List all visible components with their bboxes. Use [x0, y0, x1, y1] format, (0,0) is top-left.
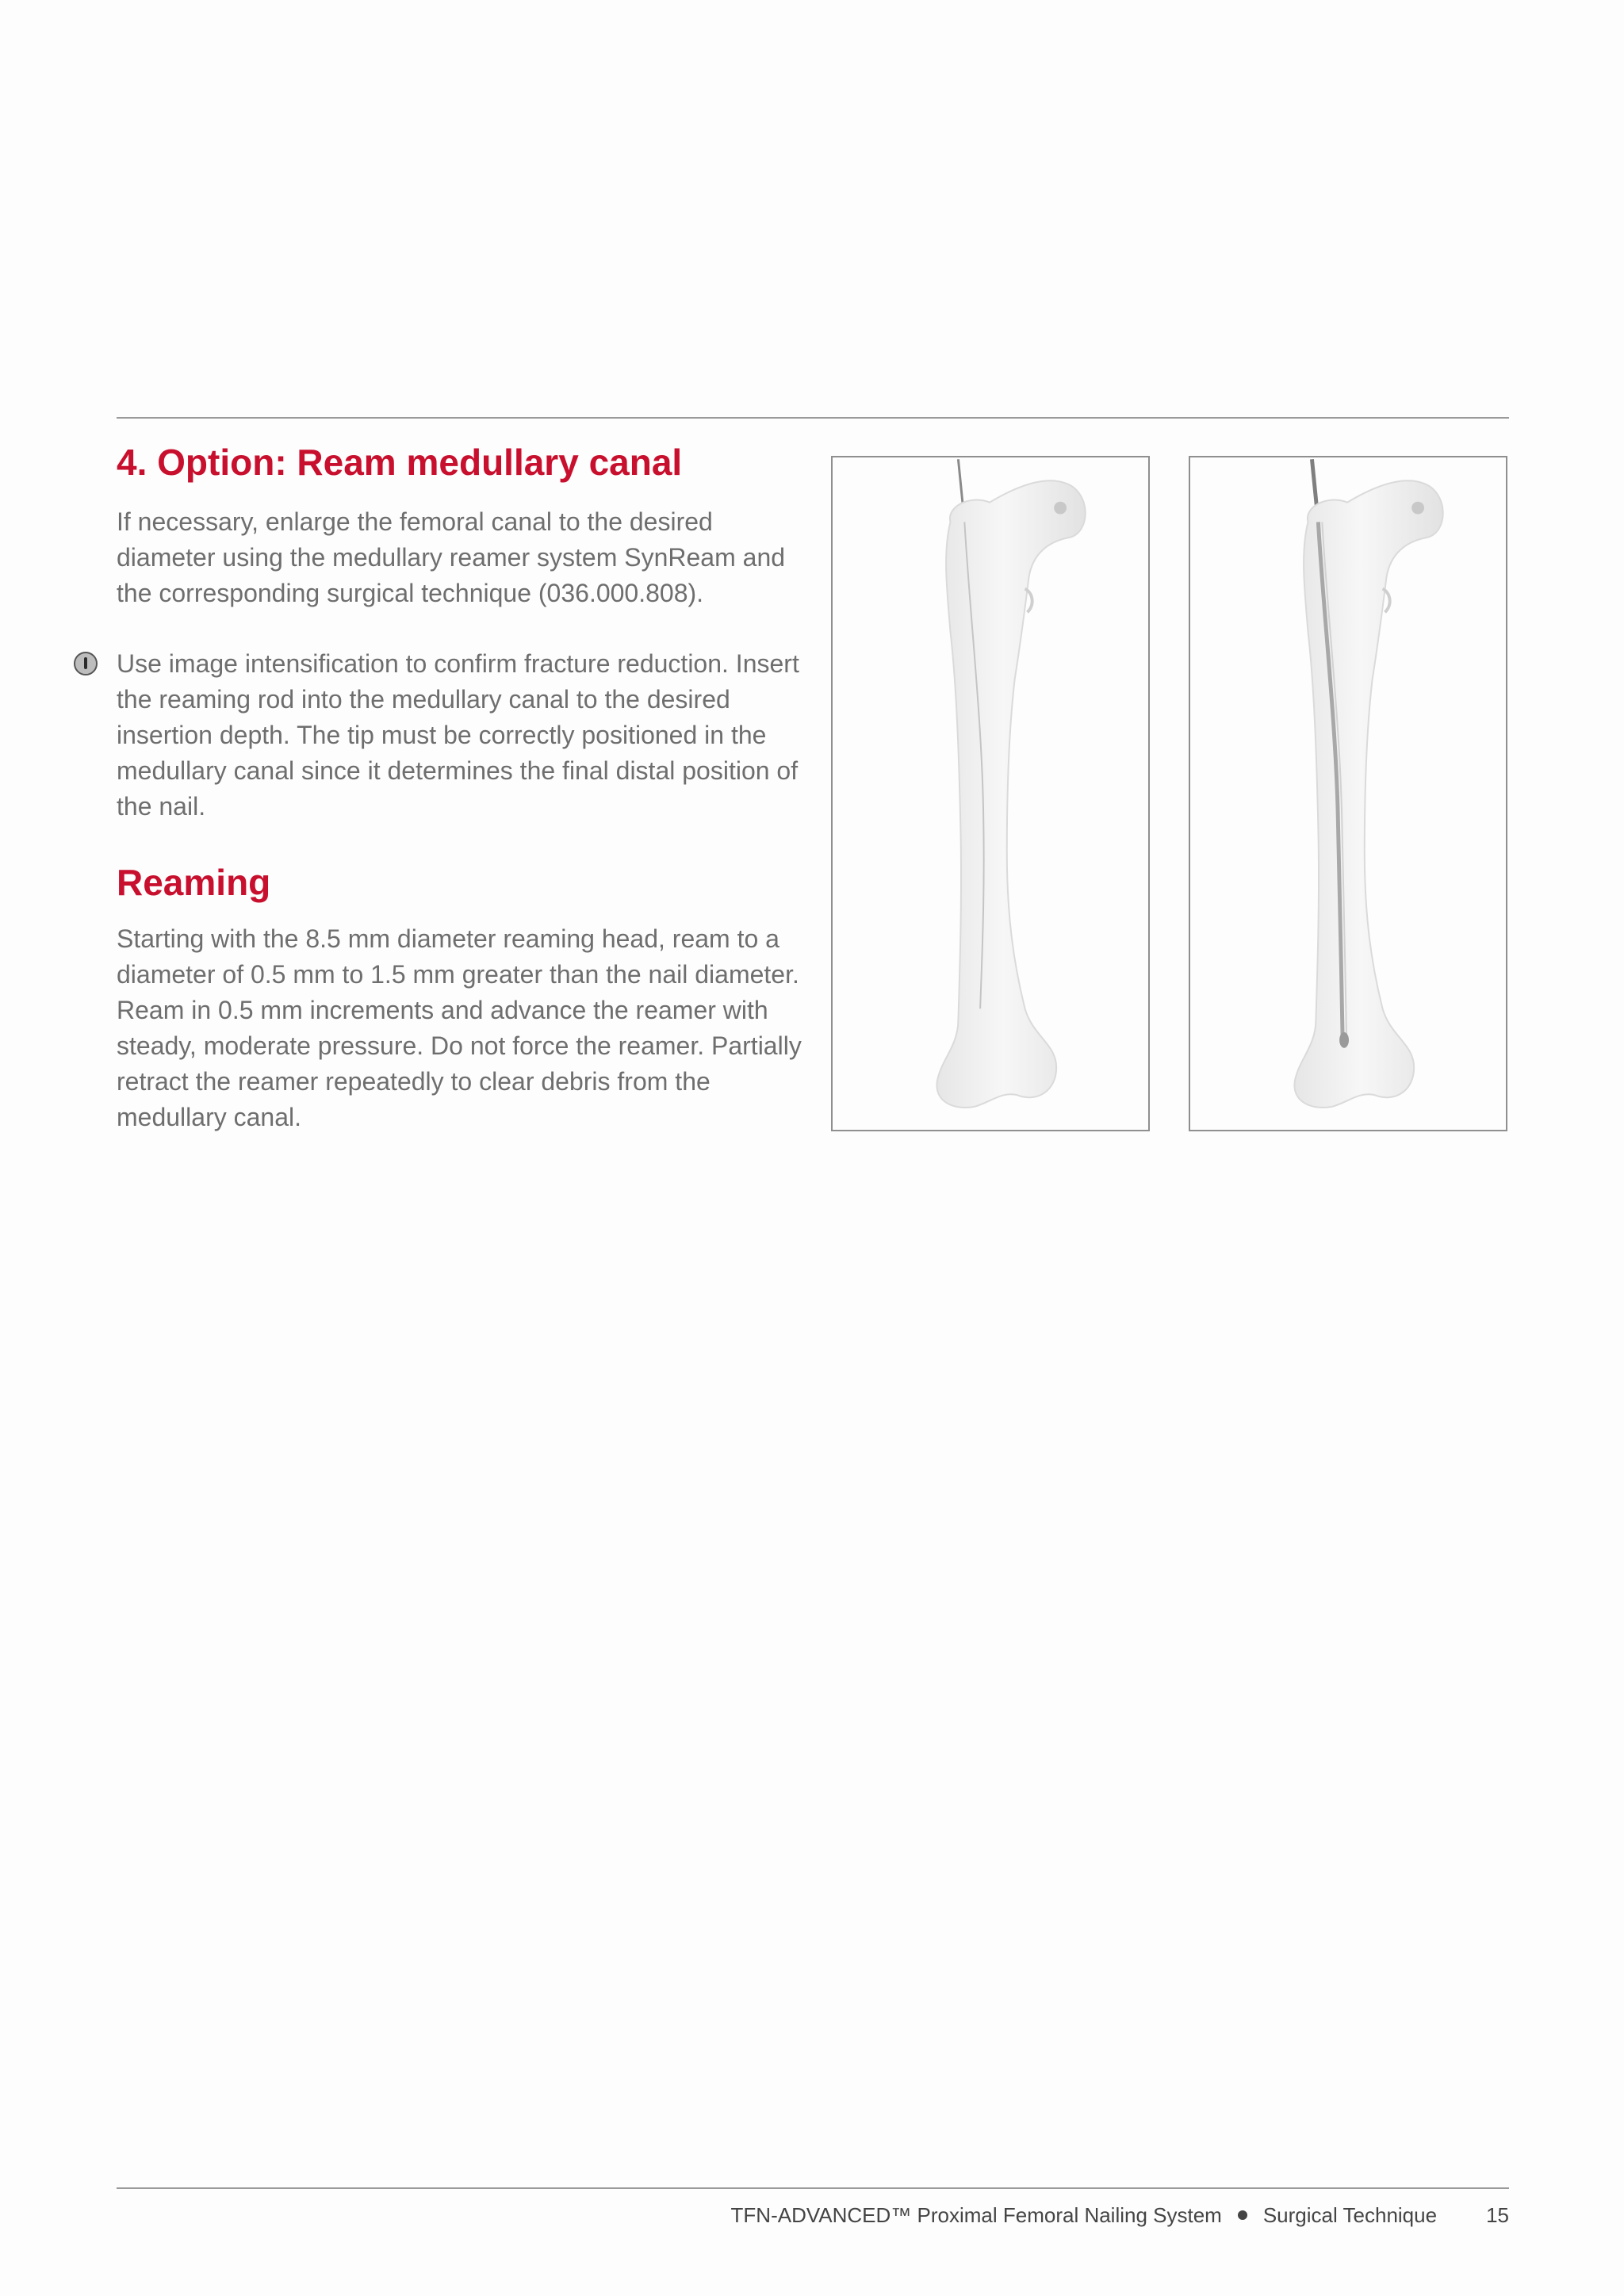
femur-guide-wire-image: [831, 456, 1150, 1131]
subsection-heading: Reaming: [117, 862, 271, 903]
page-footer: [731, 2199, 1509, 2231]
footer-subtitle: Surgical Technique: [1262, 2202, 1438, 2227]
page-number: 15: [1486, 2202, 1509, 2227]
intro-paragraph: If necessary, enlarge the femoral canal to the desired diameter using the medullary reamer system SynReam and the corresponding surgical technique (036.000.808).: [117, 507, 786, 607]
bullet-separator: [1238, 2210, 1247, 2220]
info-icon: [74, 652, 98, 675]
bottom-divider: [117, 2187, 1509, 2189]
reaming-paragraph: Starting with the 8.5 mm diameter reaming head, ream to a diameter of 0.5 mm to 1.5 mm greater than the nail diameter. Ream in 0.5 mm increments and advance the reamer with steady, moderate pressure. Do not force the reamer. Partially retract the reamer repeatedly to clear debris from the medullary canal.: [117, 924, 802, 1131]
femur-reaming-rod-image: [1189, 456, 1507, 1131]
top-divider: [117, 417, 1509, 419]
section-heading: 4. Option: Ream medullary canal: [117, 442, 683, 483]
note-paragraph: Use image intensification to confirm fracture reduction. Insert the reaming rod into the medullary canal to the desired insertion depth. The tip must be correctly positioned in the medullary canal since it determines the final distal position of the nail.: [117, 649, 799, 821]
footer-title: TFN-ADVANCED™ Proximal Femoral Nailing System: [730, 2202, 1222, 2227]
